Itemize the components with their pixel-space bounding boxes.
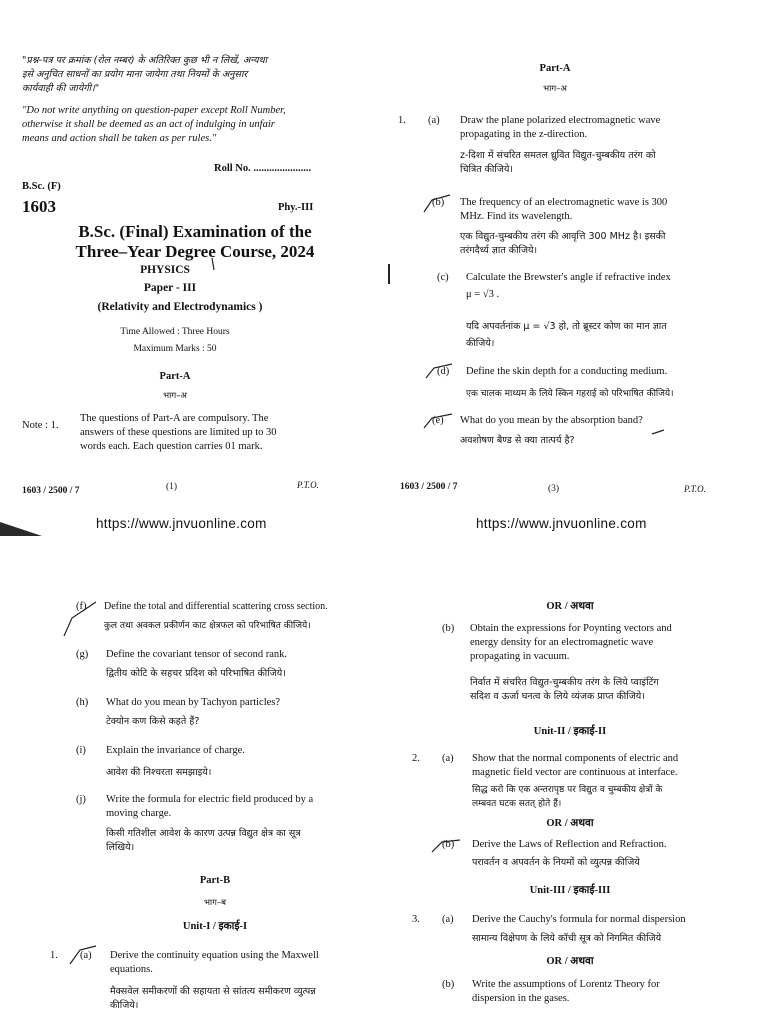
question-text-hindi: किसी गतिशील आवेश के कारण उत्पन्न विद्युत क्षेत्र का सूत्र लिखिये। <box>106 828 301 853</box>
question-label: (c) <box>437 272 449 283</box>
unit-heading: Unit-II / इकाई-II <box>533 726 607 737</box>
question-number: 1. <box>50 950 58 961</box>
roll-number: Roll No. ...................... <box>214 163 312 174</box>
note-label: Note : 1. <box>22 420 59 431</box>
question-text-hindi: एक चालक माध्यम के लिये स्किन गहराई को परिभाषित कीजिये। <box>466 389 674 399</box>
page-number: (1) <box>166 482 178 492</box>
question-text: Define the covariant tensor of second rank. <box>106 649 288 660</box>
question-label: (h) <box>76 697 89 708</box>
question-label: (a) <box>442 914 454 925</box>
time-allowed: Time Allowed : Three Hours <box>120 327 230 337</box>
question-label: (e) <box>432 415 444 426</box>
question-text-hindi: मैक्सवेल समीकरणों की सहायता से सांतत्य समीकरण व्युत्पन्न कीजिये। <box>110 986 316 1011</box>
question-text-hindi: यदि अपवर्तनांक μ = √3 हो, तो ब्रूस्टर कोण का मान ज्ञात कीजिये। <box>466 321 667 349</box>
pto-label: P.T.O. <box>297 480 319 490</box>
question-label: (a) <box>80 950 92 961</box>
or-separator: OR / अथवा <box>546 956 594 967</box>
question-text: Show that the normal components of electric and magnetic field vector are continuous at interface. <box>472 753 679 778</box>
question-number: 2. <box>412 753 420 764</box>
paper-number: Paper - III <box>143 282 197 294</box>
question-text: Derive the Cauchy's formula for normal dispersion <box>472 914 686 925</box>
question-text: Draw the plane polarized electromagnetic wave propagating in the z-direction. <box>460 115 661 140</box>
tick-mark <box>70 946 96 964</box>
question-text-hindi: आवेश की निश्चरता समझाइये। <box>106 767 212 778</box>
warning-english: "Do not write anything on question-paper except Roll Number, otherwise it shall be deemed as an act of indulging in unfair means and action shall be taken as per rules." <box>22 105 286 144</box>
part-heading: Part-A <box>539 63 571 74</box>
question-label: (a) <box>442 753 454 764</box>
question-text: Calculate the Brewster's angle if refractive index μ = √3 . <box>466 272 671 300</box>
part-heading-hindi: भाग–अ <box>163 391 187 401</box>
tick-mark <box>426 364 452 378</box>
question-text-hindi: सामान्य विक्षेपण के लिये कॉची सूत्र को निगमित कीजिये <box>472 933 662 944</box>
warning-hindi: "प्रश्न-पत्र पर क्रमांक (रोल नम्बर) के अतिरिक्त कुछ भी न लिखें, अन्यथा इसे अनुचित साधनों का प्रयोग माना जायेगा तथा नियमों के अनुसार कार्यवाही की जायेगी।" <box>22 55 268 94</box>
pen-dash <box>652 430 664 434</box>
question-text: Obtain the expressions for Poynting vectors and energy density for an electromagnetic wave propagating in vacuum. <box>470 623 672 662</box>
question-text-hindi: कुल तथा अवकल प्रकीर्णन काट क्षेत्रफल को परिभाषित कीजिये। <box>104 621 311 631</box>
exam-title: B.Sc. (Final) Examination of the Three–Year Degree Course, 2024 <box>75 222 315 261</box>
question-label: (j) <box>76 794 86 805</box>
footer-code: 1603 / 2500 / 7 <box>22 486 80 496</box>
tick-mark <box>424 195 450 212</box>
question-text: Define the total and differential scattering cross section. <box>104 601 328 612</box>
paper-short-code: Phy.-III <box>278 202 314 213</box>
pen-dash <box>212 258 214 270</box>
question-text: The frequency of an electromagnetic wave is 300 MHz. Find its wavelength. <box>460 197 668 222</box>
question-label: (f) <box>76 601 87 612</box>
footer-code: 1603 / 2500 / 7 <box>400 482 458 492</box>
question-text-hindi: एक विद्युत-चुम्बकीय तरंग की आवृत्ति 300 MHz है। इसकी तरंगदैर्ध्य ज्ञात कीजिये। <box>460 231 666 256</box>
course-code: B.Sc. (F) <box>22 181 61 192</box>
unit-heading: Unit-III / इकाई-III <box>529 885 611 896</box>
paper-code: 1603 <box>22 197 56 216</box>
question-text: Explain the invariance of charge. <box>106 745 245 756</box>
website-url[interactable]: https://www.jnvuonline.com <box>476 516 647 531</box>
question-text-hindi: अवशोषण बैण्ड से क्या तात्पर्य है? <box>460 435 575 446</box>
question-text: Define the skin depth for a conducting medium. <box>466 366 668 377</box>
question-text-hindi: सिद्ध करो कि एक अन्तरापृष्ठ पर विद्युत व चुम्बकीय क्षेत्रों के लम्बवत घटक सतत् होते हैं। <box>472 785 663 809</box>
tick-mark <box>424 414 452 428</box>
question-label: (b) <box>442 839 455 850</box>
question-number: 3. <box>412 914 420 925</box>
question-label: (b) <box>442 979 455 990</box>
question-text-hindi: निर्वात में संचरित विद्युत-चुम्बकीय तरंग के लिये प्वाइंटिंग सदिश व ऊर्जा घनत्व के लिये व्यंजक प्राप्त कीजिये। <box>470 677 659 702</box>
question-text-hindi: परावर्तन व अपवर्तन के नियमों को व्युत्पन्न कीजिये <box>472 857 640 868</box>
unit-heading: Unit-I / इकाई-I <box>182 921 248 932</box>
tick-mark <box>64 602 96 636</box>
question-text: Derive the Laws of Reflection and Refraction. <box>472 839 667 850</box>
question-text-hindi: द्वितीय कोटि के सहचर प्रदिश को परिभाषित कीजिये। <box>106 668 286 679</box>
question-number: 1. <box>398 115 406 126</box>
maximum-marks: Maximum Marks : 50 <box>133 344 217 354</box>
part-heading: Part-A <box>159 371 191 382</box>
question-text: Write the assumptions of Lorentz Theory for dispersion in the gases. <box>472 979 660 1004</box>
subject: PHYSICS <box>140 264 190 276</box>
part-heading-hindi: भाग–अ <box>543 84 567 94</box>
question-text: Write the formula for electric field produced by a moving charge. <box>106 794 314 819</box>
pto-label: P.T.O. <box>684 484 706 494</box>
page-number: (3) <box>548 484 560 494</box>
question-text: What do you mean by the absorption band? <box>460 415 643 426</box>
question-text-hindi: टेक्योन कण किसे कहते हैं? <box>106 716 200 727</box>
question-text-hindi: z-दिशा में संचरित समतल ध्रुवित विद्युत-चुम्बकीय तरंग को चित्रित कीजिये। <box>460 150 656 175</box>
question-text: Derive the continuity equation using the Maxwell equations. <box>110 950 319 975</box>
note-text: The questions of Part-A are compulsory. The answers of these questions are limited up to 30 words each. Each question carries 01 mark. <box>80 413 277 452</box>
part-heading-hindi: भाग–ब <box>203 898 227 908</box>
paper-name: (Relativity and Electrodynamics ) <box>97 301 263 313</box>
question-text: What do you mean by Tachyon particles? <box>106 697 281 708</box>
part-heading: Part-B <box>199 875 231 886</box>
question-label: (i) <box>76 745 86 756</box>
or-separator: OR / अथवा <box>546 818 594 829</box>
question-label: (b) <box>442 623 455 634</box>
question-label: (b) <box>432 197 445 208</box>
question-label: (d) <box>437 366 450 377</box>
question-label: (a) <box>428 115 440 126</box>
website-url[interactable]: https://www.jnvuonline.com <box>96 516 267 531</box>
tick-mark <box>432 840 460 852</box>
or-separator: OR / अथवा <box>546 601 594 612</box>
question-label: (g) <box>76 649 89 660</box>
